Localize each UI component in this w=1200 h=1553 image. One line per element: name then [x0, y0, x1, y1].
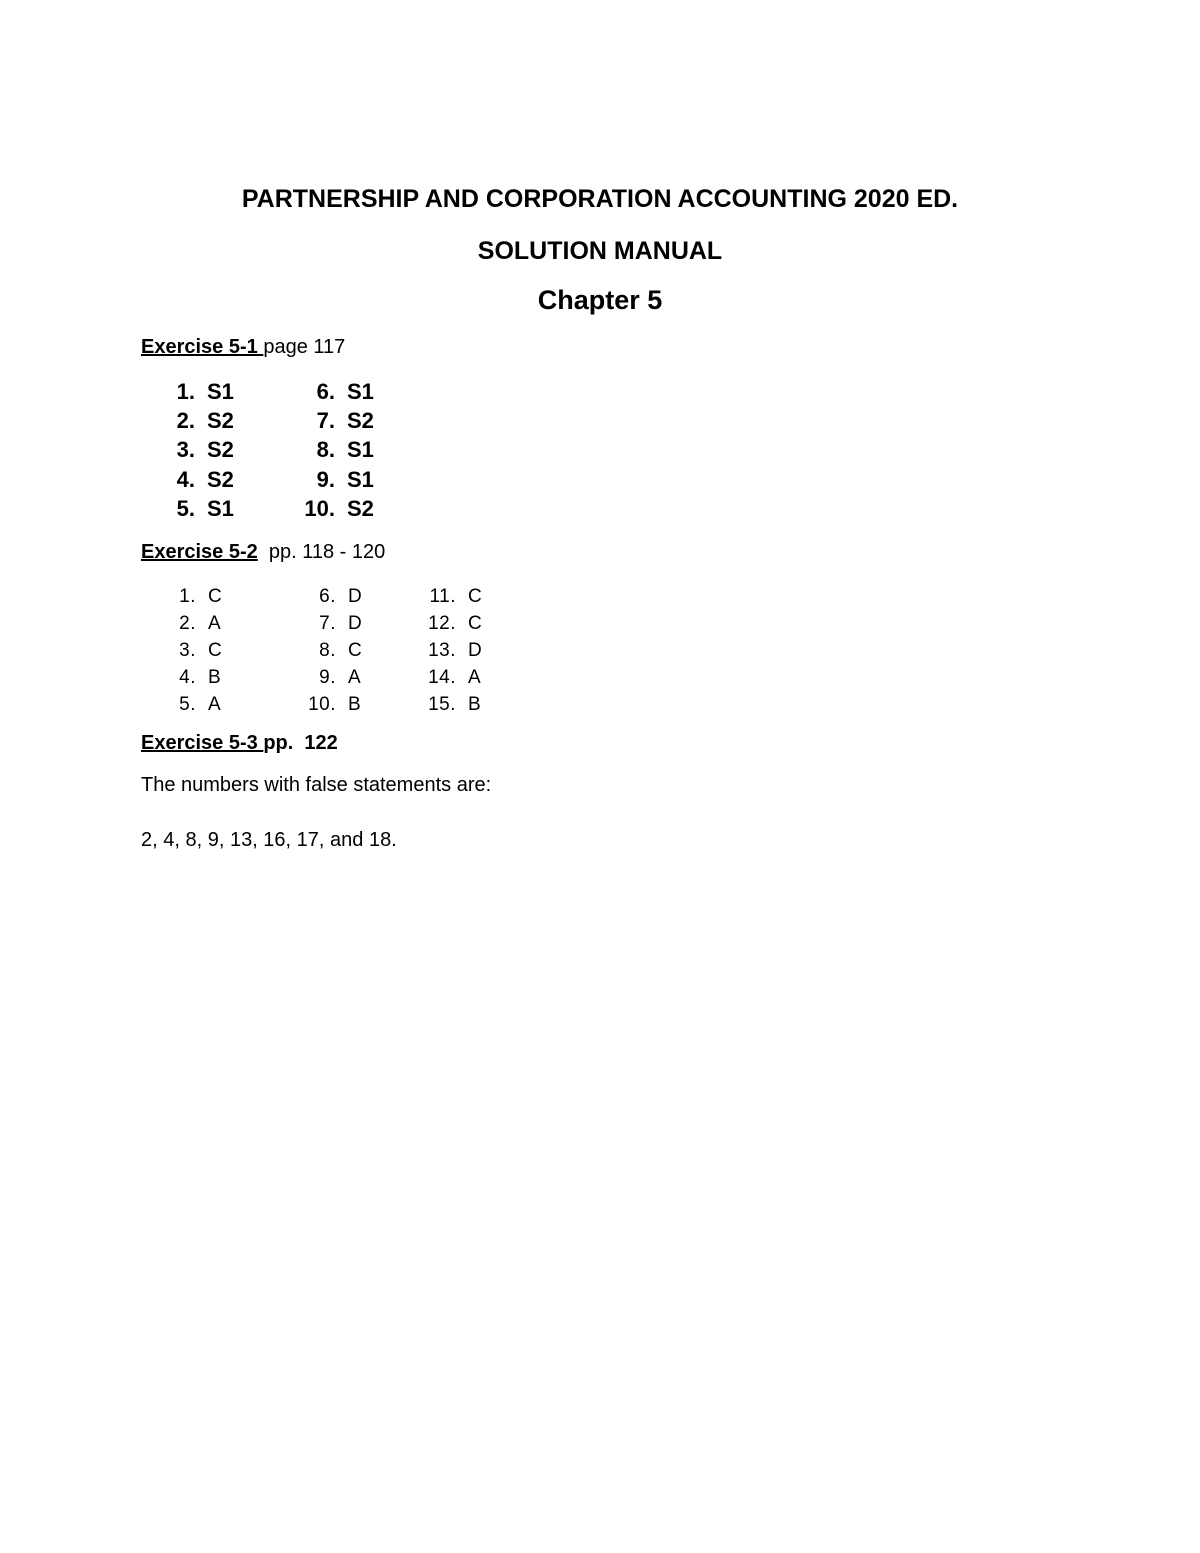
answer-item — [280, 691, 362, 718]
item-number: 5. — [176, 495, 195, 521]
item-number: 1. — [179, 586, 196, 607]
item-number: 1. — [176, 379, 195, 404]
exercise-5-3-title: Exercise 5-3 — [141, 732, 264, 754]
item-answer: C — [208, 640, 223, 661]
item-answer: S1 — [347, 379, 374, 404]
item-number: 13. — [428, 640, 456, 661]
item-answer: A — [468, 667, 482, 688]
document-title: PARTNERSHIP AND CORPORATION ACCOUNTING 2020 ED. — [241, 185, 959, 213]
exercise-5-2-answers-col2 — [280, 583, 362, 718]
answer-item — [280, 664, 362, 691]
item-answer: A — [208, 613, 222, 634]
answer-item — [280, 465, 374, 494]
item-number: 3. — [179, 640, 196, 661]
answer-item — [140, 494, 234, 523]
item-answer: S2 — [347, 408, 374, 434]
answer-item — [280, 583, 362, 610]
item-answer: B — [208, 667, 222, 688]
answer-item — [140, 664, 222, 691]
item-number: 6. — [316, 379, 335, 404]
item-number: 15. — [428, 694, 456, 715]
item-answer: B — [348, 694, 362, 715]
item-number: 6. — [319, 586, 336, 607]
item-answer: A — [348, 667, 362, 688]
item-number: 9. — [316, 466, 335, 492]
item-answer: S2 — [207, 466, 234, 492]
item-answer: A — [208, 694, 222, 715]
item-answer: S1 — [207, 379, 234, 404]
answer-item — [140, 377, 234, 406]
chapter-heading: Chapter 5 — [537, 285, 663, 315]
item-answer: C — [468, 613, 483, 634]
item-number: 3. — [176, 437, 195, 463]
answer-item — [140, 583, 222, 610]
answer-item — [140, 406, 234, 435]
answer-item — [280, 406, 374, 435]
item-number: 11. — [429, 586, 456, 607]
item-number: 12. — [428, 613, 456, 634]
item-number: 10. — [308, 694, 336, 715]
item-answer: D — [468, 640, 483, 661]
item-number: 7. — [319, 613, 336, 634]
answer-item — [140, 637, 222, 664]
item-number: 8. — [319, 640, 336, 661]
answer-item — [400, 664, 482, 691]
item-number: 10. — [304, 495, 335, 521]
exercise-5-1-heading — [141, 336, 345, 359]
exercise-5-3-intro: The numbers with false statements are: — [141, 774, 492, 796]
item-number: 7. — [316, 408, 335, 434]
answer-item — [140, 435, 234, 464]
answer-item — [400, 583, 482, 610]
item-answer: B — [468, 694, 482, 715]
document-subtitle: SOLUTION MANUAL — [477, 237, 723, 265]
answer-item — [280, 435, 374, 464]
answer-item — [140, 610, 222, 637]
exercise-5-2-answers-col1 — [140, 583, 222, 718]
answer-item — [280, 637, 362, 664]
item-number: 8. — [316, 437, 335, 463]
exercise-5-3-page-ref: pp. 122 — [263, 732, 338, 754]
item-answer: D — [348, 613, 363, 634]
exercise-5-2-title: Exercise 5-2 — [141, 541, 258, 563]
answer-item — [140, 465, 234, 494]
item-answer: S1 — [347, 466, 374, 492]
answer-item — [400, 637, 482, 664]
exercise-5-3-answer: 2, 4, 8, 9, 13, 16, 17, and 18. — [141, 829, 397, 851]
exercise-5-1-answers-col2 — [280, 377, 374, 523]
exercise-5-2-answers-col3 — [400, 583, 482, 718]
exercise-5-2-page-ref: pp. 118 - 120 — [257, 541, 386, 563]
answer-item — [140, 691, 222, 718]
item-answer: S1 — [347, 437, 374, 463]
item-answer: S2 — [347, 495, 374, 521]
exercise-5-1-title: Exercise 5-1 — [141, 336, 264, 358]
item-answer: C — [208, 586, 223, 607]
answer-item — [400, 691, 482, 718]
item-answer: S2 — [207, 408, 234, 434]
item-number: 2. — [179, 613, 196, 634]
item-number: 14. — [428, 667, 456, 688]
item-number: 2. — [176, 408, 195, 434]
item-answer: S2 — [207, 437, 234, 463]
answer-item — [400, 610, 482, 637]
item-number: 4. — [179, 667, 196, 688]
exercise-5-2-heading — [141, 541, 385, 564]
answer-item — [280, 610, 362, 637]
exercise-5-3-heading — [141, 732, 338, 755]
answer-item — [280, 494, 374, 523]
item-number: 9. — [319, 667, 336, 688]
item-answer: C — [348, 640, 363, 661]
item-answer: C — [468, 586, 483, 607]
answer-item — [280, 377, 374, 406]
item-answer: D — [348, 586, 363, 607]
exercise-5-1-page-ref: page 117 — [263, 336, 346, 358]
item-answer: S1 — [207, 495, 234, 521]
item-number: 4. — [176, 466, 195, 492]
item-number: 5. — [179, 694, 196, 715]
exercise-5-1-answers-col1 — [140, 377, 234, 523]
